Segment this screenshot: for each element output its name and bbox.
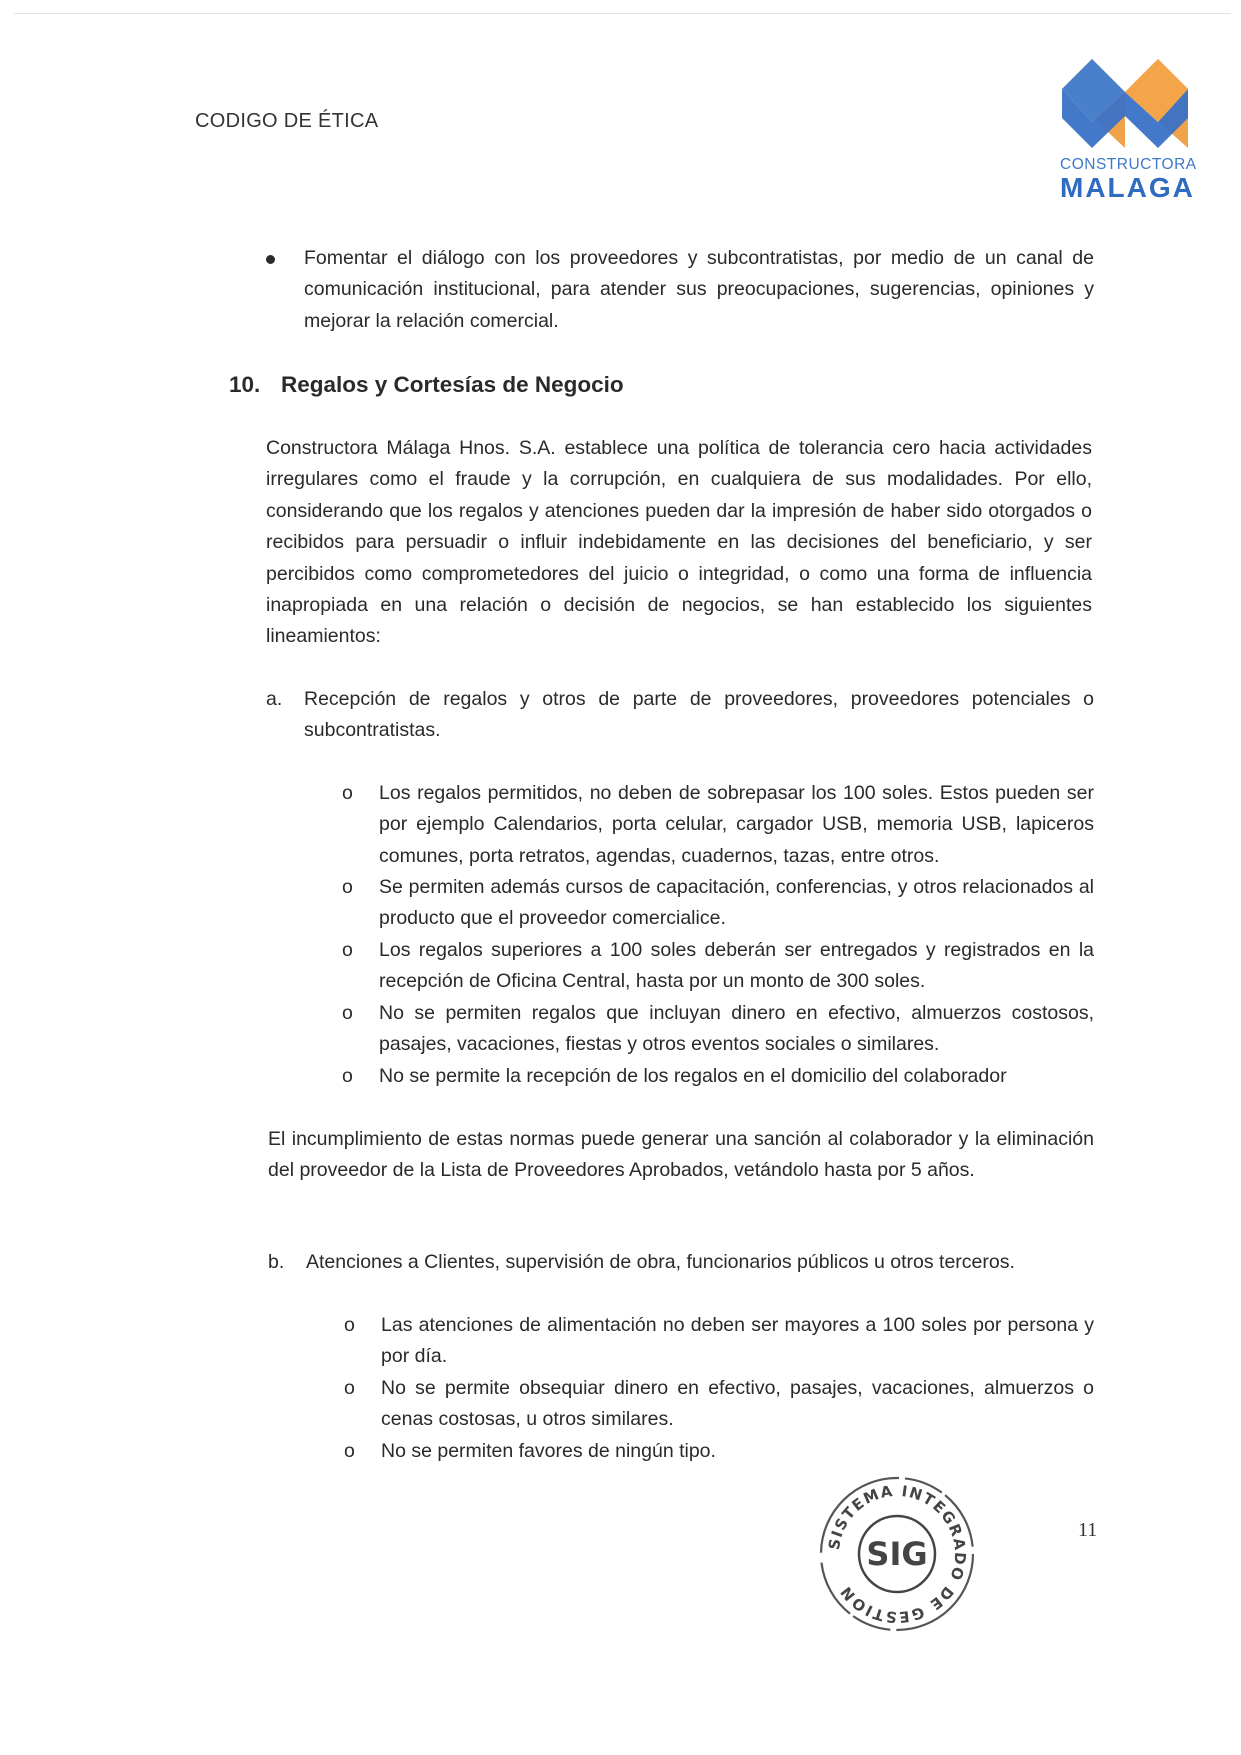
list-bullet-marker: o (344, 1314, 355, 1336)
logo-text-line1: CONSTRUCTORA (1060, 156, 1197, 173)
page-number: 11 (1078, 1519, 1098, 1541)
item-b-bullet-2: No se permite obsequiar dinero en efectivo, pasajes, vacaciones, almuerzos o cenas costosas, u otros similares. (381, 1377, 1094, 1431)
section-heading (229, 372, 624, 398)
item-b-bullet-1: Las atenciones de alimentación no deben ser mayores a 100 soles por persona y por día. (381, 1314, 1094, 1368)
logo-text-line2: MALAGA (1060, 172, 1195, 203)
item-b-text: Atenciones a Clientes, supervisión de obra, funcionarios públicos u otros terceros. (306, 1251, 1015, 1273)
list-bullet-marker: o (344, 1440, 355, 1462)
item-b-marker: b. (268, 1251, 285, 1273)
item-a-bullet-2: Se permiten además cursos de capacitación, conferencias, y otros relacionados al producto que el proveedor comercialice. (379, 876, 1094, 930)
logo-mark-icon (1060, 56, 1190, 148)
list-bullet-marker: o (342, 1002, 353, 1024)
list-bullet-marker: o (344, 1377, 355, 1399)
document-header-title: CODIGO DE ÉTICA (195, 110, 379, 132)
section-title: Regalos y Cortesías de Negocio (281, 372, 624, 397)
sanction-paragraph: El incumplimiento de estas normas puede generar una sanción al colaborador y la eliminación del proveedor de la Lista de Proveedores Aprobados, vetándolo hasta por 5 años. (268, 1128, 1094, 1182)
item-a-text: Recepción de regalos y otros de parte de proveedores, proveedores potenciales o subcontratistas. (304, 688, 1094, 742)
list-bullet-marker: o (342, 1065, 353, 1087)
stamp-center-text: SIG (866, 1535, 928, 1573)
bullet-dot-icon (266, 255, 275, 264)
stamp-seal-icon (816, 1473, 978, 1635)
section-paragraph: Constructora Málaga Hnos. S.A. establece una política de tolerancia cero hacia actividades irregulares como el fraude y la corrupción, en cualquiera de sus modalidades. Por ello, considerando que los regalos y atenciones pueden dar la impresión de haber sido otorgados o recibidos para persuadir o influir indebidamente en las decisiones del beneficiario, y ser percibidos como comprometedores del juicio o integridad, o como una forma de influencia inapropiada en una relación o decisión de negocios, se han establecido los siguientes lineamientos: (266, 437, 1092, 648)
list-bullet-marker: o (342, 782, 353, 804)
item-a-bullet-4: No se permiten regalos que incluyan dinero en efectivo, almuerzos costosos, pasajes, vacaciones, fiestas y otros eventos sociales o similares. (379, 1002, 1094, 1056)
intro-bullet-text: Fomentar el diálogo con los proveedores y subcontratistas, por medio de un canal de comunicación institucional, para atender sus preocupaciones, sugerencias, opiniones y mejorar la relación comercial. (304, 247, 1094, 332)
item-a-bullet-5: No se permite la recepción de los regalos en el domicilio del colaborador (379, 1065, 1007, 1087)
item-b-bullet-3: No se permiten favores de ningún tipo. (381, 1440, 716, 1462)
item-a-marker: a. (266, 688, 283, 710)
stamp-ring-text: SISTEMA INTEGRADO DE GESTION (824, 1481, 970, 1627)
sig-stamp (816, 1473, 978, 1635)
item-a-bullet-1: Los regalos permitidos, no deben de sobrepasar los 100 soles. Estos pueden ser por ejemplo Calendarios, porta celular, cargador USB, memoria USB, lapiceros comunes, porta retratos, agendas, cuadernos, tazas, entre otros. (379, 782, 1094, 867)
list-bullet-marker: o (342, 939, 353, 961)
section-number: 10. (229, 372, 261, 397)
item-a-bullet-3: Los regalos superiores a 100 soles deberán ser entregados y registrados en la recepción de Oficina Central, hasta por un monto de 300 soles. (379, 939, 1094, 993)
company-logo (1060, 56, 1197, 203)
list-bullet-marker: o (342, 876, 353, 898)
scan-top-edge (14, 13, 1231, 14)
